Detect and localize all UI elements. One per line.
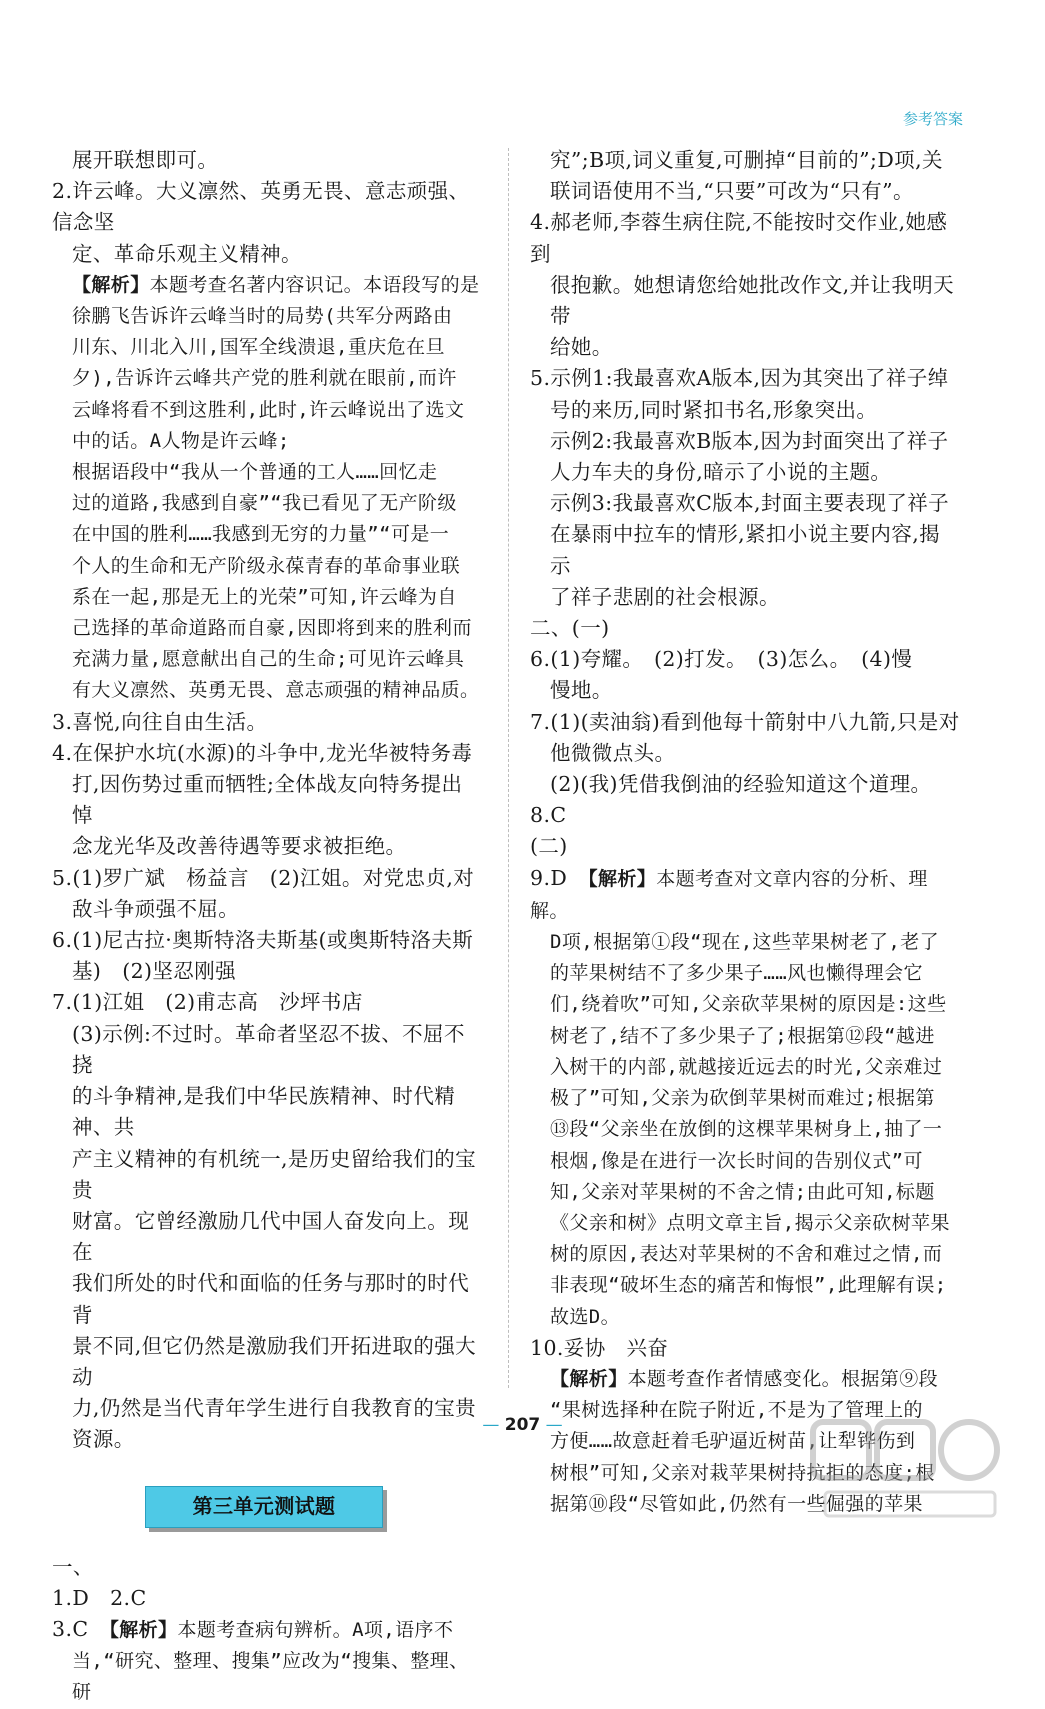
text-line: (3)示例:不过时。革命者坚忍不拔、不屈不挠 [72, 1021, 465, 1077]
answer-9-unit3 [530, 863, 960, 927]
text-line: 川东、川北入川,国军全线溃退,重庆危在旦 [72, 336, 445, 359]
text-line: 知,父亲对苹果树的不舍之情;由此可知,标题 [550, 1180, 935, 1203]
text-line: 人力车夫的身份,暗示了小说的主题。 [550, 460, 892, 485]
analysis-10 [530, 1364, 960, 1395]
text-line: 9.D [530, 865, 589, 890]
text-line: 在中国的胜利……我感到无穷的力量”“可是一 [72, 523, 450, 546]
answer-4-unit3: 4.郝老师,李蓉生病住院,不能按时交作业,她感到 [530, 210, 948, 266]
watermark-logo-icon [805, 1414, 1005, 1524]
text-line: 过的道路,我感到自豪”“我已看见了无产阶级 [72, 492, 457, 515]
text-line: 树老了,结不了多少果子了;根据第⑫段“越进 [550, 1024, 935, 1047]
text-line: 敌斗争顽强不屈。 [72, 896, 240, 921]
text-line: (2)(我)凭借我倒油的经验知道这个道理。 [550, 772, 932, 797]
text-line: 《父亲和树》点明文章主旨,揭示父亲砍树苹果 [550, 1211, 950, 1234]
text-line: 资源。 [72, 1427, 135, 1452]
text-line: 示例3:我最喜欢C版本,封面主要表现了祥子 [550, 491, 950, 516]
text-line: 的苹果树结不了多少果子……风也懒得理会它 [550, 962, 923, 985]
text-line: 根烟,像是在进行一次长时间的告别仪式”可 [550, 1149, 923, 1172]
text-line: 当,“研究、整理、搜集”应改为“搜集、整理、研 [72, 1650, 469, 1704]
text-line: 了祥子悲剧的社会根源。 [550, 584, 780, 609]
text-line: 究”;B项,词义重复,可删掉“目前的”;D项,关 [550, 148, 943, 172]
answer-7: 7.(1)江姐 (2)甫志高 沙坪书店 [52, 990, 363, 1015]
text-line: 有大义凛然、英勇无畏、意志顽强的精神品质。 [72, 679, 480, 702]
text-line: 本题考查作者情感变化。根据第⑨段 [627, 1367, 939, 1390]
text-line: 云峰将看不到这胜利,此时,许云峰说出了选文 [72, 398, 465, 421]
text-line: 非表现“破坏生态的痛苦和悔恨”,此理解有误; [550, 1274, 947, 1297]
text-line: 他微微点头。 [550, 740, 676, 765]
text-line: 方便……故意赶着毛驴逼近树苗,让犁铧伤到 [550, 1430, 916, 1453]
analysis-label: 【解析】 [588, 867, 657, 890]
text-line: 景不同,但它仍然是激励我们开拓进取的强大动 [72, 1333, 477, 1389]
answer-2: 2.许云峰。大义凛然、英勇无畏、意志顽强、信念坚 [52, 179, 470, 235]
analysis-label: 【解析】 [550, 1367, 628, 1390]
answer-3: 3.喜悦,向往自由生活。 [52, 709, 268, 734]
text-line: 入树干的内部,就越接近远去的时光,父亲难过 [550, 1055, 943, 1078]
left-column [52, 145, 482, 1709]
text-line: 财富。它曾经激励几代中国人奋发向上。现在 [72, 1208, 470, 1265]
text-line: 给她。 [550, 335, 613, 360]
text-line: 产主义精神的有机统一,是历史留给我们的宝贵 [72, 1146, 477, 1202]
text-line: 力,仍然是当代青年学生进行自我教育的宝贵 [72, 1396, 477, 1421]
text-line: 打,因伤势过重而牺牲;全体战友向特务提出悼 [72, 772, 463, 828]
part-heading: (二) [530, 834, 568, 859]
text-line: 本题考查名著内容识记。本语段写的是 [149, 273, 480, 296]
answer-8-unit3: 8.C [530, 803, 567, 828]
answer-5: 5.(1)罗广斌 杨益言 (2)江姐。对党忠贞,对 [52, 865, 475, 890]
text-line: 本题考查对文章内容的分析、理解。 [530, 867, 928, 922]
page-number: — 207 — [482, 1415, 563, 1435]
text-line: 的斗争精神,是我们中华民族精神、时代精神、共 [72, 1084, 456, 1140]
answer-key-tag: 参考答案 [902, 110, 963, 128]
text-line: 本题考查病句辨析。A项,语序不 [177, 1618, 454, 1641]
analysis-label: 【解析】 [72, 273, 150, 296]
answer-1-2: 1.D 2.C [52, 1585, 147, 1610]
text-line: D项,根据第①段“现在,这些苹果树老了,老了 [550, 931, 939, 954]
answer-4: 4.在保护水坑(水源)的斗争中,龙光华被特务毒 [52, 740, 473, 765]
text-line: 示例2:我最喜欢B版本,因为封面突出了祥子 [550, 428, 949, 453]
text-line: 中的话。A人物是许云峰; [72, 429, 290, 452]
answer-3-unit3 [52, 1614, 482, 1646]
text-line: 故选D。 [550, 1305, 621, 1328]
part-heading: 二、(一) [530, 616, 610, 641]
text-line: 根据语段中“我从一个普通的工人……回忆走 [72, 461, 438, 484]
text-line: 夕),告诉许云峰共产党的胜利就在眼前,而许 [72, 367, 457, 390]
text-line: “果树选择种在院子附近,不是为了管理上的 [550, 1399, 923, 1422]
text-line: 徐鹏飞告诉许云峰当时的局势(共军分两路由 [72, 305, 453, 328]
text-line: 系在一起,那是无上的光荣”可知,许云峰为自 [72, 585, 457, 608]
text-line: 展开联想即可。 [72, 148, 219, 172]
text-line: 极了”可知,父亲为砍倒苹果树而难过;根据第 [550, 1087, 935, 1110]
text-line: 据第⑩段“尽管如此,仍然有一些倔强的苹果 [550, 1492, 923, 1515]
column-divider [508, 148, 509, 1388]
text-line: 我们所处的时代和面临的任务与那时的时代背 [72, 1271, 470, 1327]
text-line: ⑬段“父亲坐在放倒的这棵苹果树身上,抽了一 [550, 1118, 943, 1141]
text-line: 念龙光华及改善待遇等要求被拒绝。 [72, 834, 407, 859]
answer-5-unit3: 5.示例1:我最喜欢A版本,因为其突出了祥子绰 [530, 366, 949, 391]
right-column [530, 145, 960, 1520]
text-line: 充满力量,愿意献出自己的生命;可见许云峰具 [72, 648, 465, 671]
text-line: 树根”可知,父亲对栽苹果树持抗拒的态度;根 [550, 1461, 935, 1484]
analysis-label: 【解析】 [109, 1618, 178, 1641]
answer-6-unit3: 6.(1)夸耀。 (2)打发。 (3)怎么。 (4)慢 [530, 647, 913, 672]
section-title: 第三单元测试题 [145, 1486, 383, 1528]
text-line: 在暴雨中拉车的情形,紧扣小说主要内容,揭示 [550, 522, 941, 578]
text-line: 定、革命乐观主义精神。 [72, 241, 302, 266]
answer-6: 6.(1)尼古拉·奥斯特洛夫斯基(或奥斯特洛夫斯 [52, 928, 474, 953]
text-line: 慢地。 [550, 678, 613, 703]
text-line: 号的来历,同时紧扣书名,形象突出。 [550, 397, 878, 422]
text-line: 树的原因,表达对苹果树的不舍和难过之情,而 [550, 1243, 943, 1266]
text-line: 个人的生命和无产阶级永葆青春的革命事业联 [72, 554, 461, 577]
text-line: 联词语使用不当,“只要”可改为“只有”。 [550, 179, 914, 204]
text-line: 们,绕着吹”可知,父亲砍苹果树的原因是:这些 [550, 993, 947, 1016]
text-line: 很抱歉。她想请您给她批改作文,并让我明天带 [550, 272, 955, 329]
answer-7-unit3: 7.(1)(卖油翁)看到他每十箭射中八九箭,只是对 [530, 709, 960, 734]
text-line: 己选择的革命道路而自豪,因即将到来的胜利而 [72, 617, 472, 640]
text-line: 3.C [52, 1616, 110, 1641]
part-heading: 一、 [52, 1554, 94, 1579]
answer-10-unit3: 10.妥协 兴奋 [530, 1335, 669, 1360]
text-line: 基) (2)坚忍刚强 [72, 959, 237, 984]
analysis-2 [52, 270, 482, 301]
